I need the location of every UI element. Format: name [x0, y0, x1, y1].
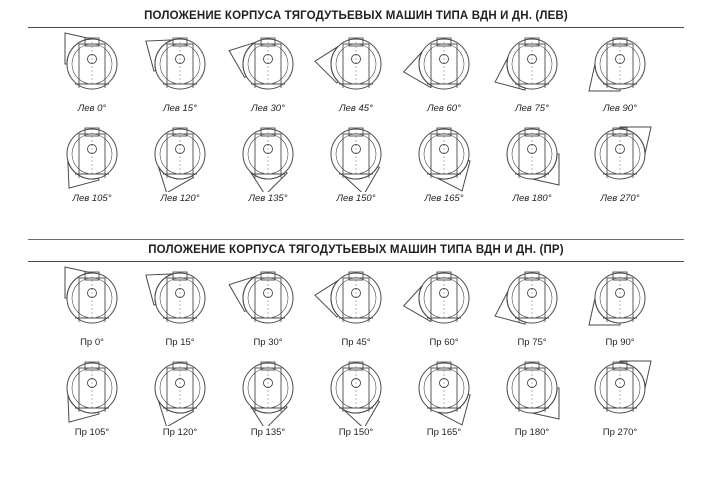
section-divider-top: [28, 239, 684, 240]
fan-casing-svg: [224, 30, 312, 102]
fan-casing-svg: [312, 354, 400, 426]
figure-cell: [400, 264, 488, 348]
figure-cell: [400, 30, 488, 114]
fan-casing-figure: [48, 30, 136, 102]
figure-cell: [224, 354, 312, 438]
scroll-outline: [495, 290, 532, 324]
fan-casing-svg: [400, 354, 488, 426]
figure-cell: [488, 354, 576, 438]
fan-casing-svg: [48, 30, 136, 102]
scroll-outline: [532, 154, 559, 185]
figure-cell: [488, 120, 576, 204]
figure-caption: Лев 60°: [427, 103, 461, 114]
figure-cell: [224, 30, 312, 114]
figure-caption: Лев 165°: [424, 193, 464, 204]
figure-caption: Лев 90°: [603, 103, 637, 114]
fan-casing-figure: [400, 354, 488, 426]
fan-casing-figure: [576, 30, 664, 102]
figure-cell: [312, 30, 400, 114]
figure-caption: Пр 105°: [74, 427, 110, 438]
figure-caption: Лев 135°: [248, 193, 288, 204]
figure-cell: [576, 354, 664, 438]
figure-row-left-1: [0, 30, 712, 114]
fan-casing-svg: [400, 30, 488, 102]
figure-caption: Пр 45°: [341, 337, 371, 348]
fan-casing-figure: [312, 30, 400, 102]
fan-casing-figure: [136, 354, 224, 426]
fan-casing-svg: [136, 264, 224, 336]
fan-casing-svg: [400, 120, 488, 192]
figure-caption: Лев 30°: [251, 103, 285, 114]
fan-casing-svg: [576, 30, 664, 102]
fan-casing-svg: [488, 354, 576, 426]
fan-casing-figure: [136, 120, 224, 192]
fan-casing-svg: [488, 264, 576, 336]
fan-casing-figure: [136, 30, 224, 102]
scroll-outline: [436, 388, 470, 425]
figure-caption: Пр 165°: [426, 427, 462, 438]
figure-caption: Лев 180°: [512, 193, 552, 204]
fan-casing-svg: [576, 264, 664, 336]
scroll-outline: [404, 283, 444, 322]
fan-casing-svg: [48, 120, 136, 192]
fan-casing-figure: [400, 120, 488, 192]
figure-caption: Пр 150°: [338, 427, 374, 438]
scroll-outline: [589, 64, 620, 91]
figure-caption: Пр 60°: [429, 337, 459, 348]
fan-casing-svg: [136, 120, 224, 192]
figure-cell: [224, 120, 312, 204]
fan-casing-figure: [576, 264, 664, 336]
figure-caption: Пр 270°: [602, 427, 638, 438]
fan-casing-svg: [576, 120, 664, 192]
fan-casing-svg: [136, 354, 224, 426]
section-left-hand: [0, 8, 712, 204]
fan-casing-figure: [224, 264, 312, 336]
fan-casing-svg: [136, 30, 224, 102]
fan-casing-figure: [224, 30, 312, 102]
fan-casing-figure: [312, 354, 400, 426]
fan-casing-svg: [224, 264, 312, 336]
title-divider-right: [28, 261, 684, 262]
scroll-outline: [341, 154, 380, 192]
fan-casing-svg: [224, 120, 312, 192]
figure-caption: Пр 75°: [517, 337, 547, 348]
figure-cell: [136, 264, 224, 348]
scroll-outline: [532, 388, 559, 419]
figure-caption: Лев 270°: [600, 193, 640, 204]
figure-row-left-2: [0, 120, 712, 204]
figure-cell: [312, 354, 400, 438]
figure-cell: [136, 30, 224, 114]
fan-casing-svg: [576, 354, 664, 426]
figure-cell: [488, 264, 576, 348]
fan-casing-svg: [400, 264, 488, 336]
fan-casing-svg: [312, 30, 400, 102]
figure-cell: [400, 354, 488, 438]
figure-caption: Пр 180°: [514, 427, 550, 438]
figure-cell: [576, 264, 664, 348]
fan-casing-figure: [400, 30, 488, 102]
scroll-outline: [495, 56, 532, 90]
fan-casing-svg: [48, 354, 136, 426]
fan-casing-figure: [576, 120, 664, 192]
fan-casing-figure: [312, 264, 400, 336]
fan-casing-figure: [312, 120, 400, 192]
figure-caption: Пр 0°: [80, 337, 104, 348]
scroll-outline: [436, 154, 470, 191]
scroll-outline: [341, 388, 380, 426]
fan-casing-figure: [400, 264, 488, 336]
scroll-outline: [404, 49, 444, 88]
title-divider-left: [28, 27, 684, 28]
scroll-outline: [589, 298, 620, 325]
figure-cell: [48, 354, 136, 438]
figure-cell: [48, 264, 136, 348]
figure-cell: [136, 120, 224, 204]
fan-casing-svg: [488, 120, 576, 192]
fan-casing-figure: [48, 120, 136, 192]
fan-casing-figure: [136, 264, 224, 336]
section-title-left-hand: ПОЛОЖЕНИЕ КОРПУСА ТЯГОДУТЬЕВЫХ МАШИН ТИПА ВДН И ДН. (ЛЕВ): [144, 10, 568, 22]
figure-caption: Пр 30°: [253, 337, 283, 348]
fan-casing-svg: [224, 354, 312, 426]
section-right-hand: [0, 236, 712, 438]
figure-cell: [136, 354, 224, 438]
fan-casing-figure: [488, 264, 576, 336]
figure-cell: [576, 120, 664, 204]
figure-cell: [576, 30, 664, 114]
fan-casing-figure: [48, 264, 136, 336]
figure-caption: Лев 15°: [163, 103, 197, 114]
figure-caption: Пр 120°: [162, 427, 198, 438]
fan-casing-svg: [488, 30, 576, 102]
figure-cell: [48, 120, 136, 204]
fan-casing-figure: [576, 354, 664, 426]
scroll-outline: [229, 37, 268, 77]
scroll-outline: [315, 276, 356, 317]
figure-caption: Лев 105°: [72, 193, 112, 204]
fan-casing-figure: [224, 120, 312, 192]
figure-cell: [488, 30, 576, 114]
fan-casing-svg: [48, 264, 136, 336]
section-title-right-hand: ПОЛОЖЕНИЕ КОРПУСА ТЯГОДУТЬЕВЫХ МАШИН ТИПА ВДН И ДН. (ПР): [148, 244, 564, 256]
fan-casing-figure: [488, 120, 576, 192]
fan-casing-svg: [312, 120, 400, 192]
fan-casing-figure: [488, 354, 576, 426]
figure-cell: [48, 30, 136, 114]
scroll-outline: [229, 271, 268, 311]
fan-casing-figure: [488, 30, 576, 102]
figure-row-right-2: [0, 354, 712, 438]
figure-row-right-1: [0, 264, 712, 348]
figure-cell: [312, 264, 400, 348]
figure-caption: Пр 135°: [250, 427, 286, 438]
fan-casing-figure: [224, 354, 312, 426]
figure-cell: [224, 264, 312, 348]
figure-cell: [312, 120, 400, 204]
figure-caption: Лев 45°: [339, 103, 373, 114]
figure-caption: Лев 150°: [336, 193, 376, 204]
figure-caption: Лев 75°: [515, 103, 549, 114]
fan-casing-figure: [48, 354, 136, 426]
figure-caption: Лев 0°: [77, 103, 107, 114]
figure-caption: Лев 120°: [160, 193, 200, 204]
figure-caption: Пр 90°: [605, 337, 635, 348]
figure-cell: [400, 120, 488, 204]
fan-casing-svg: [312, 264, 400, 336]
figure-caption: Пр 15°: [165, 337, 195, 348]
scroll-outline: [315, 42, 356, 83]
